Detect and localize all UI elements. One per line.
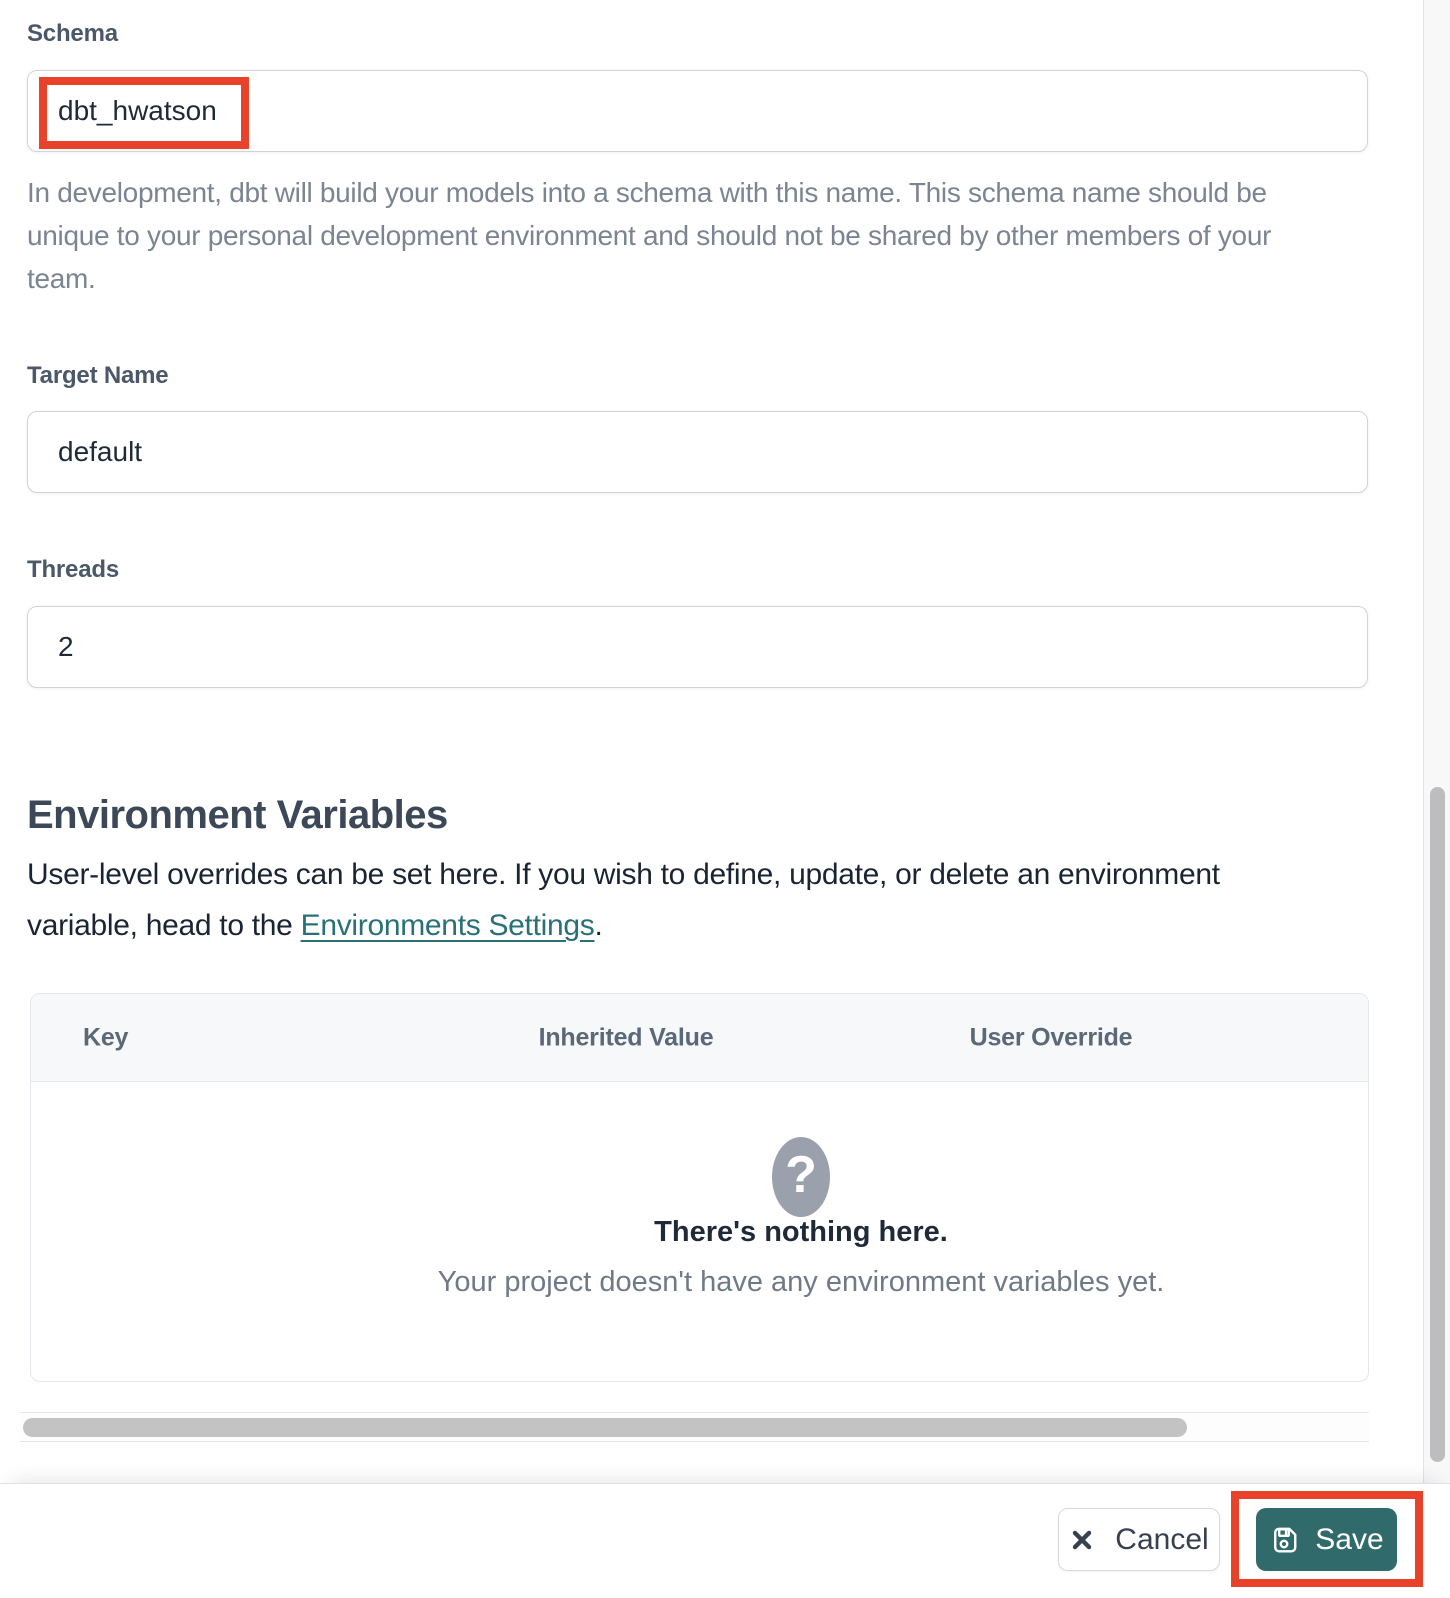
target-name-input[interactable] bbox=[27, 411, 1368, 493]
schema-help-text bbox=[27, 171, 1271, 300]
empty-state-subtitle: Your project doesn't have any environment variables yet. bbox=[437, 1266, 1165, 1298]
horizontal-scrollbar-track[interactable] bbox=[20, 1412, 1369, 1442]
horizontal-scrollbar-thumb[interactable] bbox=[23, 1418, 1187, 1437]
env-desc-line2-post: . bbox=[594, 909, 603, 942]
schema-input[interactable] bbox=[27, 70, 1368, 152]
question-mark-glyph: ? bbox=[785, 1146, 817, 1204]
threads-input[interactable] bbox=[27, 606, 1368, 688]
threads-label: Threads bbox=[27, 556, 119, 583]
schema-label: Schema bbox=[27, 20, 118, 47]
target-name-label: Target Name bbox=[27, 362, 169, 389]
column-header-inherited-value: Inherited Value bbox=[538, 1023, 714, 1051]
env-desc-line2 bbox=[27, 900, 1220, 951]
env-desc-line2-pre: variable, head to the bbox=[27, 909, 301, 942]
column-header-key: Key bbox=[83, 1023, 129, 1051]
schema-help-line: unique to your personal development environment and should not be shared by other members of your bbox=[27, 220, 1272, 251]
save-floppy-icon bbox=[1269, 1525, 1299, 1555]
column-header-user-override: User Override bbox=[969, 1023, 1133, 1051]
environment-variables-table bbox=[30, 993, 1369, 1382]
question-mark-icon bbox=[772, 1137, 830, 1217]
environments-settings-link[interactable]: Environments Settings bbox=[300, 909, 595, 942]
cancel-button-label: Cancel bbox=[1115, 1522, 1209, 1556]
environment-variables-title: Environment Variables bbox=[27, 793, 448, 837]
schema-help-line: In development, dbt will build your models into a schema with this name. This schema name should be bbox=[27, 177, 1267, 208]
empty-state-title: There's nothing here. bbox=[654, 1216, 948, 1248]
cancel-button[interactable] bbox=[1058, 1508, 1220, 1571]
vertical-scrollbar-thumb[interactable] bbox=[1430, 787, 1445, 1462]
environment-variables-description bbox=[27, 849, 1220, 951]
env-desc-line1: User-level overrides can be set here. If you wish to define, update, or delete an environment bbox=[27, 858, 1220, 891]
table-empty-state bbox=[31, 994, 1368, 1381]
vertical-scrollbar-track[interactable] bbox=[1423, 0, 1450, 1483]
save-button-label: Save bbox=[1315, 1522, 1384, 1556]
schema-help-line: team. bbox=[27, 263, 96, 294]
close-icon bbox=[1069, 1527, 1095, 1553]
footer-action-bar bbox=[0, 1483, 1450, 1598]
save-button[interactable] bbox=[1256, 1508, 1397, 1571]
